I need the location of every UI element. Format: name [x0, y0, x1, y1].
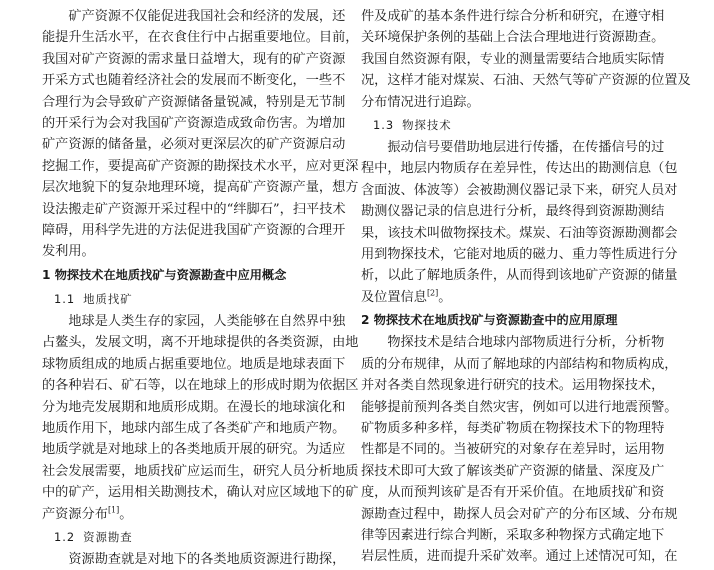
text-line: 能提升生活水平，在衣食住行中占据重要地位。目前，: [42, 30, 359, 46]
text-fragment: 。: [119, 506, 133, 522]
text-line: 件及成矿的基本条件进行综合分析和研究，在遵守相: [361, 9, 665, 24]
continued-paragraph: [361, 6, 691, 113]
text-line: 矿产资源的储备量，必须对更深层次的矿产资源启动: [42, 137, 346, 153]
text-line: 性都是不同的。当被研究的对象存在差异时，运用物: [361, 442, 665, 458]
text-line: 岩层性质，进而提升采矿效率。通过上述情况可知，在: [361, 549, 678, 565]
subsection-number: 1.1: [54, 291, 76, 306]
subsection-number: 1.2: [54, 529, 76, 544]
section-heading-2: 2 物探技术在地质找矿与资源勘查中的应用原理: [361, 313, 618, 328]
text-line: 中的矿产，运用相关勘测技术，确认对应区域地下的矿: [42, 485, 359, 501]
text-line: 地质学就是对地球上的各类地质开展的研究。为适应: [42, 442, 346, 458]
text-line: 物探技术是结合地球内部物质进行分析，分析物: [361, 335, 665, 351]
text-line: 设法搬走矿产资源开采过程中的“绊脚石”，扫平技术: [42, 201, 346, 217]
text-line: 关环境保护条例的基础上合法合理地进行资源勘查。: [361, 30, 665, 46]
text-line: 挖掘工作，要提高矿产资源的勘探技术水平，应对更深: [42, 158, 359, 174]
section-heading-1: 1 物探技术在地质找矿与资源勘查中应用概念: [42, 267, 287, 282]
text-line: 地球是人类生存的家园，人类能够在自然界中独: [42, 313, 346, 329]
text-line: 果，该技术叫做物探技术。煤炭、石油等资源勘测都会: [361, 225, 678, 241]
text-line: 含面波、体波等）会被勘测仪器记录下来，研究人员对: [361, 182, 678, 198]
geophysics-paragraph: [361, 137, 678, 308]
text-line: 源勘查过程中，勘探人员会对矿产的分布区域、分布规: [361, 506, 678, 522]
text-line: 矿物质多种多样，每类矿物质在物探技术下的物理特: [361, 420, 665, 436]
subsection-heading-1-2: [42, 526, 332, 549]
text-line: 开采方式也随着经济社会的发展而不断变化，一些不: [42, 73, 346, 89]
text-line: 用到物探技术，它能对地质的磁力、重力等性质进行分: [361, 247, 678, 263]
citation-ref: [1]: [107, 505, 120, 515]
text-line: 我国自然资源有限，专业的测量需要结合地质实际情: [361, 51, 665, 67]
text-line: 社会发展需要，地质找矿应运而生，研究人员分析地质: [42, 463, 359, 479]
text-line: 振动信号要借助地层进行传播，在传播信号的过: [361, 140, 665, 156]
text-line: 律等因素进行综合判断，采取多种物探方式确定地下: [361, 527, 665, 543]
text-line: 能够提前预判各类自然灾害，例如可以进行地震预警。: [361, 399, 678, 415]
text-line: 的开采行为会对我国矿产资源造成致命伤害。为增加: [42, 116, 346, 132]
text-fragment: 产资源分布: [42, 506, 108, 522]
text-line: 程中，地层内物质存在差异性，传达出的勘测信息（包: [361, 161, 678, 177]
text-fragment: 及位置信息: [361, 289, 427, 305]
text-line: 障碍，用科学先进的方法促进我国矿产资源的合理开: [42, 223, 346, 239]
text-line: 分为地壳发展期和地质形成期。在漫长的地球演化和: [42, 399, 346, 415]
left-column: [42, 6, 359, 567]
principle-paragraph: [361, 332, 678, 565]
text-line: 并对各类自然现象进行研究的技术。运用物探技术，: [361, 378, 665, 394]
text-line: 球物质组成的地质占据重要地位。地质是地球表面下: [42, 356, 346, 372]
text-line: [361, 287, 651, 308]
resource-survey-paragraph: [42, 549, 346, 567]
text-line: 发利用。: [42, 244, 95, 260]
text-line: [42, 504, 332, 525]
text-line: 层次地貌下的复杂地理环境，提高矿产资源产量，想方: [42, 180, 359, 196]
text-line: 占鳌头，发展文明，离不开地球提供的各类资源，由地: [42, 335, 359, 351]
text-line: 我国对矿产资源的需求量日益增大，现有的矿产资源: [42, 51, 346, 67]
text-line: 况，这样才能对煤炭、石油、天然气等矿产资源的位置及: [361, 73, 691, 89]
subsection-heading-1-1: [42, 288, 332, 311]
text-line: 探技术即可大致了解该类矿产资源的储量、深度及广: [361, 463, 665, 479]
citation-ref: [2]: [426, 288, 439, 298]
subsection-title: 资源勘查: [83, 529, 133, 544]
text-line: 分布情况进行追踪。: [361, 94, 480, 110]
text-line: 矿产资源不仅能促进我国社会和经济的发展，还: [42, 9, 346, 24]
geology-paragraph: [42, 311, 359, 525]
text-line: 析，以此了解地质条件，从而得到该地矿产资源的储量: [361, 268, 678, 284]
subsection-title: 地质找矿: [83, 291, 133, 306]
text-line: 的各种岩石、矿石等，以在地球上的形成时期为依据区: [42, 378, 359, 394]
text-line: 资源勘查就是对地下的各类地质资源进行勘探，: [42, 551, 346, 567]
text-line: 合理行为会导致矿产资源储备量锐减，特别是无节制: [42, 94, 346, 110]
text-line: 地质作用下，地球内部生成了各类矿产和地质产物。: [42, 420, 346, 436]
text-line: 质的分布规律，从而了解地球的内部结构和物质构成，: [361, 356, 678, 372]
subsection-heading-1-3: [361, 114, 651, 137]
text-line: 勘测仪器记录的信息进行分析，最终得到资源勘测结: [361, 204, 665, 220]
text-fragment: 。: [438, 289, 452, 305]
text-line: 度，从而预判该矿是否有开采价值。在地质找矿和资: [361, 485, 665, 501]
subsection-title: 物探技术: [402, 118, 452, 133]
right-column: [361, 6, 691, 565]
intro-paragraph: [42, 6, 359, 263]
subsection-number: 1.3: [373, 118, 395, 133]
